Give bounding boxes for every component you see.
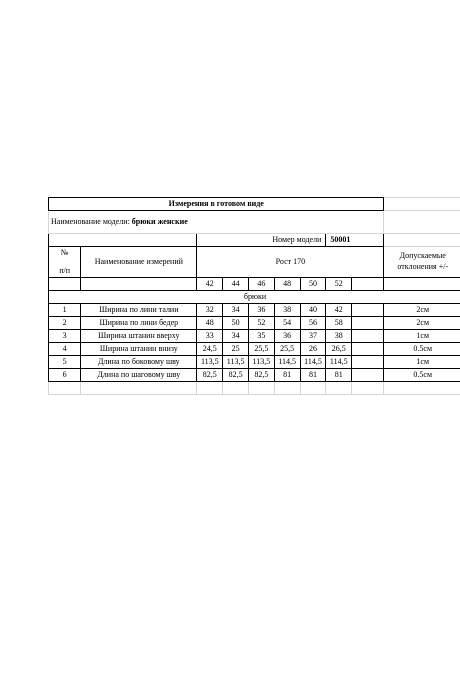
row-value: 36 — [248, 304, 274, 317]
row-value: 113,5 — [223, 356, 249, 369]
row-measure-name: Длина по боковому шву — [81, 356, 197, 369]
row-value: 32 — [197, 304, 223, 317]
table-row — [49, 369, 460, 382]
row-number: 4 — [49, 343, 81, 356]
row-value: 56 — [300, 317, 326, 330]
document-title: Измерения в готовом виде — [49, 198, 384, 211]
table-row — [49, 330, 460, 343]
model-name-value: брюки женские — [131, 217, 188, 226]
row-measure-name: Ширина по лини бедер — [81, 317, 197, 330]
row-value: 114,5 — [300, 356, 326, 369]
measurement-table — [48, 197, 460, 395]
row-value: 42 — [326, 304, 352, 317]
row-value: 40 — [300, 304, 326, 317]
row-value: 81 — [274, 369, 300, 382]
table-row — [49, 304, 460, 317]
row-value: 25 — [223, 343, 249, 356]
size-header: 50 — [300, 278, 326, 291]
row-number: 2 — [49, 317, 81, 330]
row-tolerance: 0.5см — [384, 369, 460, 382]
model-name-cell — [49, 211, 384, 234]
row-number: 3 — [49, 330, 81, 343]
row-value: 113,5 — [248, 356, 274, 369]
row-value: 82,5 — [223, 369, 249, 382]
table-row — [49, 343, 460, 356]
col-measure-header: Наименование измерений — [81, 247, 197, 278]
col-num-header — [49, 247, 81, 278]
model-number-value: 50001 — [326, 234, 384, 247]
size-header: 46 — [248, 278, 274, 291]
row-tolerance: 0.5см — [384, 343, 460, 356]
row-value: 33 — [197, 330, 223, 343]
table-row — [49, 317, 460, 330]
row-value: 25,5 — [274, 343, 300, 356]
row-value: 52 — [248, 317, 274, 330]
col-num-bottom: п/п — [59, 266, 71, 275]
row-measure-name: Длина по шаговому шву — [81, 369, 197, 382]
row-value: 38 — [274, 304, 300, 317]
row-number: 5 — [49, 356, 81, 369]
model-number-label: Номер модели — [197, 234, 326, 247]
row-value: 25,5 — [248, 343, 274, 356]
row-tolerance: 1см — [384, 356, 460, 369]
row-value: 113,5 — [197, 356, 223, 369]
row-value: 26 — [300, 343, 326, 356]
row-value: 37 — [300, 330, 326, 343]
section-label: брюки — [49, 291, 460, 304]
row-value: 114,5 — [326, 356, 352, 369]
measurement-sheet — [48, 197, 460, 395]
row-value: 81 — [300, 369, 326, 382]
row-measure-name: Ширина штанин внизу — [81, 343, 197, 356]
col-tolerance-header: Допускаемые отклонения +/- — [384, 247, 460, 278]
row-value: 54 — [274, 317, 300, 330]
size-header: 48 — [274, 278, 300, 291]
row-value: 82,5 — [248, 369, 274, 382]
col-num-top: № — [60, 248, 69, 257]
row-measure-name: Ширина по лини талии — [81, 304, 197, 317]
row-value: 38 — [326, 330, 352, 343]
table-row — [49, 356, 460, 369]
col-height-header: Рост 170 — [197, 247, 384, 278]
row-tolerance: 1см — [384, 330, 460, 343]
size-header: 44 — [223, 278, 249, 291]
row-value: 82,5 — [197, 369, 223, 382]
size-header: 52 — [326, 278, 352, 291]
model-name-label: Наименование модели: — [51, 217, 130, 226]
row-number: 1 — [49, 304, 81, 317]
row-value: 48 — [197, 317, 223, 330]
row-value: 26,5 — [326, 343, 352, 356]
row-value: 36 — [274, 330, 300, 343]
row-measure-name: Ширина штанин вверху — [81, 330, 197, 343]
row-value: 58 — [326, 317, 352, 330]
row-value: 34 — [223, 330, 249, 343]
row-value: 24,5 — [197, 343, 223, 356]
row-value: 114,5 — [274, 356, 300, 369]
row-value: 81 — [326, 369, 352, 382]
row-value: 35 — [248, 330, 274, 343]
row-value: 34 — [223, 304, 249, 317]
row-value: 50 — [223, 317, 249, 330]
row-tolerance: 2см — [384, 304, 460, 317]
row-tolerance: 2см — [384, 317, 460, 330]
row-number: 6 — [49, 369, 81, 382]
size-header: 42 — [197, 278, 223, 291]
